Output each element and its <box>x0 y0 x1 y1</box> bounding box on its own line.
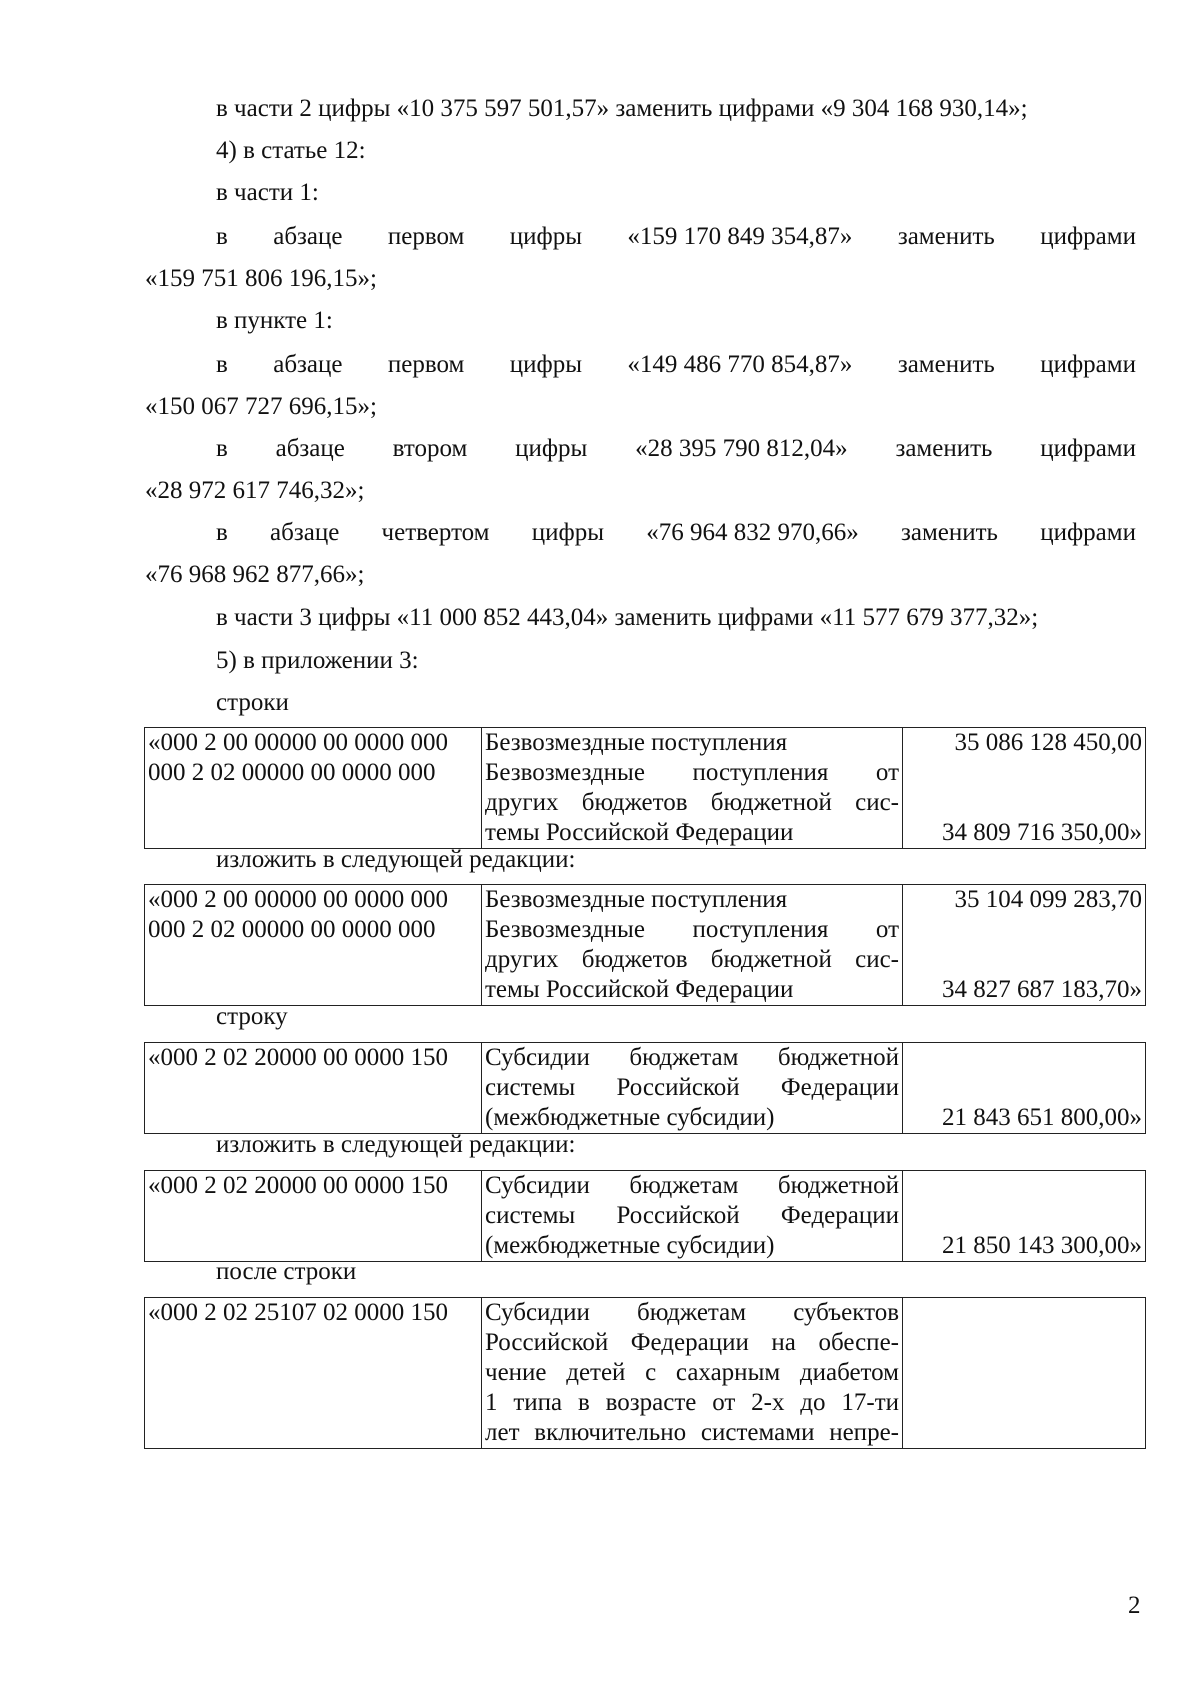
sum-cell: 21 843 651 800,00» <box>903 1043 1146 1134</box>
paragraph-article12: 4) в статье 12: <box>216 137 366 164</box>
name-cell: Субсидии бюджетам субъектов Российской Федерации на обеспе- чение детей с сахарным диабетом 1 типа в возрасте от 2-х до 17-ти лет включительно системами непре- <box>482 1298 903 1449</box>
paragraph-second-abzac: в абзаце втором цифры «28 395 790 812,04» заменить цифрами <box>216 435 1136 462</box>
paragraph-first-abzac: в абзаце первом цифры «159 170 849 354,87» заменить цифрами <box>216 223 1136 250</box>
paragraph-point1-first-abzac-cont: «150 067 727 696,15»; <box>145 393 377 420</box>
table-new-row-subsidies <box>144 1170 1146 1262</box>
sum-cell: 21 850 143 300,00» <box>903 1171 1146 1262</box>
paragraph-fourth-abzac: в абзаце четвертом цифры «76 964 832 970,66» заменить цифрами <box>216 519 1136 546</box>
paragraph-part1: в части 1: <box>216 179 319 206</box>
name-cell: Безвозмездные поступления Безвозмездные поступления от других бюджетов бюджетной сис- темы Российской Федерации <box>482 728 903 849</box>
table-new-rows <box>144 884 1146 1006</box>
label-stroku: строку <box>216 1003 288 1030</box>
table-old-rows <box>144 727 1146 849</box>
sum-cell <box>903 1298 1146 1449</box>
table-after-row-diabetes <box>144 1297 1146 1449</box>
label-posle-stroki: после строки <box>216 1258 357 1285</box>
label-izlozhit-1: изложить в следующей редакции: <box>216 846 576 873</box>
paragraph-second-abzac-cont: «28 972 617 746,32»; <box>145 477 365 504</box>
paragraph-point1: в пункте 1: <box>216 307 333 334</box>
name-cell: Субсидии бюджетам бюджетной системы Российской Федерации (межбюджетные субсидии) <box>482 1043 903 1134</box>
name-cell: Субсидии бюджетам бюджетной системы Российской Федерации (межбюджетные субсидии) <box>482 1171 903 1262</box>
label-stroki: строки <box>216 689 289 716</box>
paragraph-part3: в части 3 цифры «11 000 852 443,04» заменить цифрами «11 577 679 377,32»; <box>216 604 1039 631</box>
code-cell: «000 2 00 00000 00 0000 000 000 2 02 00000 00 0000 000 <box>145 885 482 1006</box>
name-cell: Безвозмездные поступления Безвозмездные поступления от других бюджетов бюджетной сис- темы Российской Федерации <box>482 885 903 1006</box>
sum-cell: 35 104 099 283,70 34 827 687 183,70» <box>903 885 1146 1006</box>
paragraph-first-abzac-cont: «159 751 806 196,15»; <box>145 265 377 292</box>
label-izlozhit-2: изложить в следующей редакции: <box>216 1131 576 1158</box>
code-cell: «000 2 00 00000 00 0000 000 000 2 02 00000 00 0000 000 <box>145 728 482 849</box>
table-old-row-subsidies <box>144 1042 1146 1134</box>
code-cell: «000 2 02 25107 02 0000 150 <box>145 1298 482 1449</box>
paragraph-fourth-abzac-cont: «76 968 962 877,66»; <box>145 561 365 588</box>
paragraph-point1-first-abzac: в абзаце первом цифры «149 486 770 854,87» заменить цифрами <box>216 351 1136 378</box>
code-cell: «000 2 02 20000 00 0000 150 <box>145 1171 482 1262</box>
paragraph-part2: в части 2 цифры «10 375 597 501,57» заменить цифрами «9 304 168 930,14»; <box>216 95 1028 122</box>
page-number: 2 <box>1128 1592 1141 1619</box>
paragraph-appendix3: 5) в приложении 3: <box>216 647 419 674</box>
code-cell: «000 2 02 20000 00 0000 150 <box>145 1043 482 1134</box>
sum-cell: 35 086 128 450,00 34 809 716 350,00» <box>903 728 1146 849</box>
